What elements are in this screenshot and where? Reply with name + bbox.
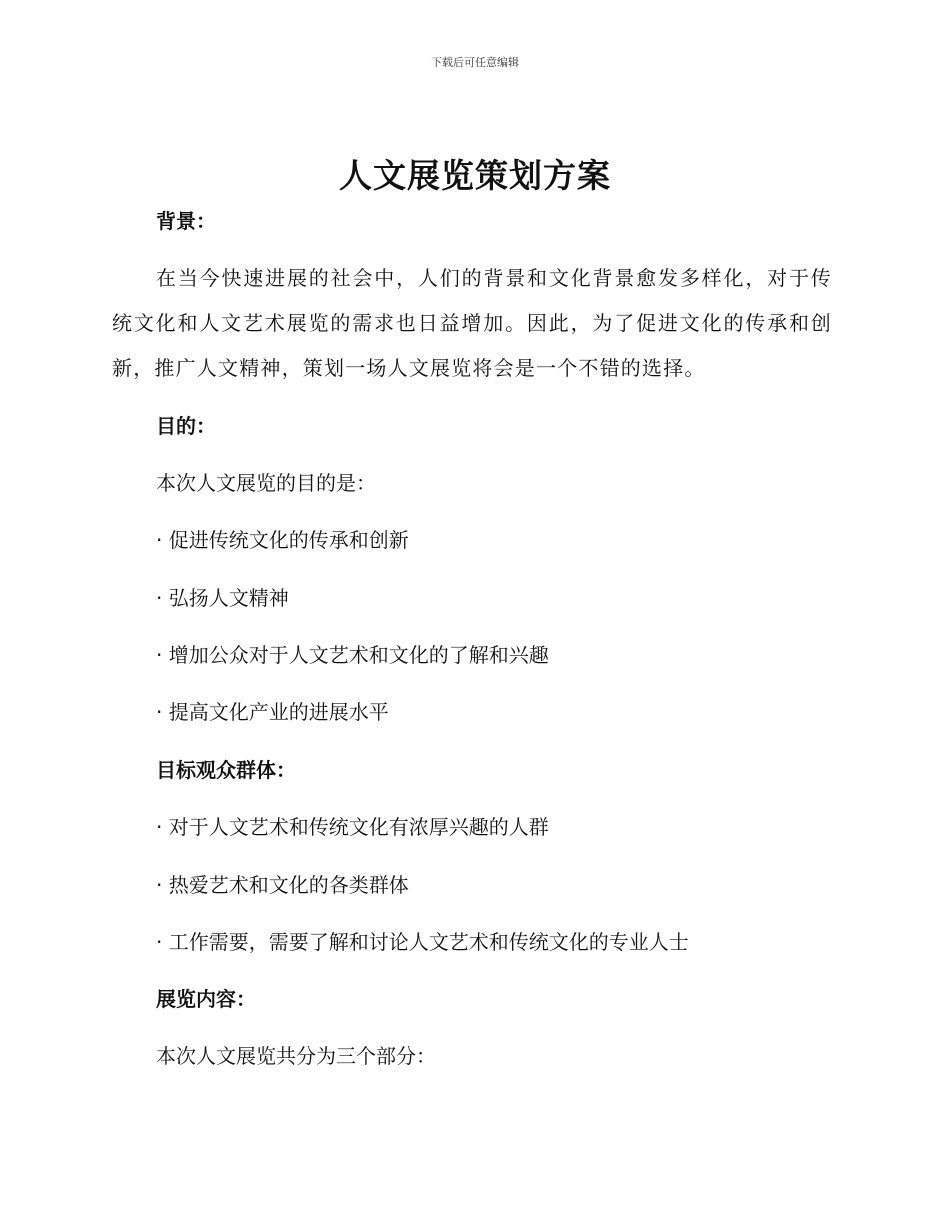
purpose-intro: 本次人文展览的目的是： [156,471,376,495]
purpose-item: · 增加公众对于人文艺术和文化的了解和兴趣 [156,643,549,667]
purpose-item: · 促进传统文化的传承和创新 [156,528,409,552]
background-paragraph: 在当今快速进展的社会中，人们的背景和文化背景愈发多样化，对于传统文化和人文艺术展览的需求也日益增加。因此，为了促进文化的传承和创新，推广人文精神，策划一场人文展览将会是一个不错的选择。 [112,266,832,380]
section-heading-background: 背景： [156,209,216,233]
audience-item: · 对于人文艺术和传统文化有浓厚兴趣的人群 [156,815,549,839]
purpose-item: · 提高文化产业的进展水平 [156,700,389,724]
section-heading-purpose: 目的： [156,414,216,438]
purpose-item: · 弘扬人文精神 [156,586,289,610]
section-heading-content: 展览内容： [156,987,256,1011]
page-header-note: 下载后可任意编辑 [431,56,519,69]
audience-item: · 热爱艺术和文化的各类群体 [156,873,409,897]
audience-item: · 工作需要，需要了解和讨论人文艺术和传统文化的专业人士 [156,930,689,954]
document-title: 人文展览策划方案 [339,156,611,195]
section-heading-audience: 目标观众群体： [156,758,296,782]
content-intro: 本次人文展览共分为三个部分： [156,1044,436,1068]
